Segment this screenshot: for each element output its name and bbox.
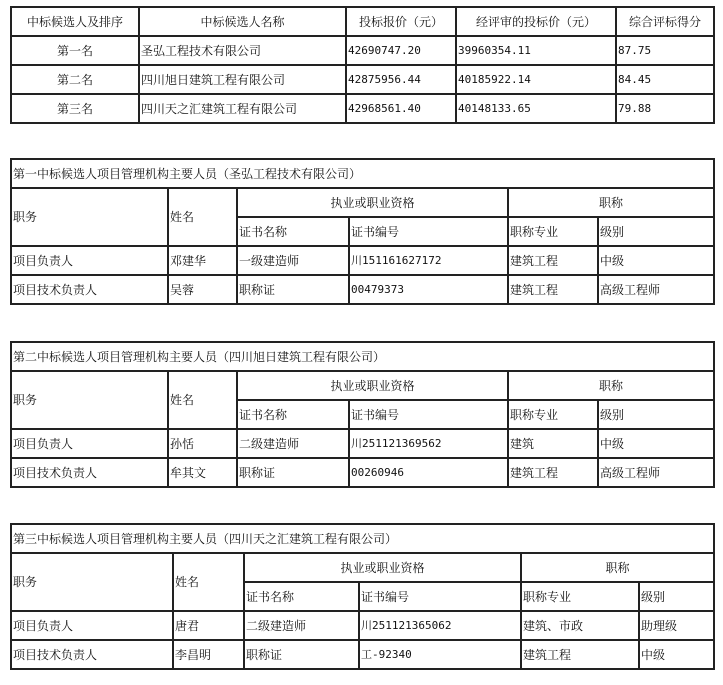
person-name-cell: 邓建华 [168, 246, 237, 275]
score-cell: 84.45 [616, 65, 714, 94]
header-cert-name: 证书名称 [237, 217, 349, 246]
person-name-cell: 吴蓉 [168, 275, 237, 304]
header-qualification: 执业或职业资格 [237, 371, 508, 400]
header-title: 职称 [508, 188, 714, 217]
candidate-2-personnel-table [10, 341, 715, 488]
table-row [11, 429, 714, 458]
header-position: 职务 [11, 553, 173, 611]
position-cell: 项目负责人 [11, 611, 173, 640]
position-cell: 项目技术负责人 [11, 458, 168, 487]
person-name-cell: 唐君 [173, 611, 244, 640]
header-position: 职务 [11, 188, 168, 246]
cert-name-cell: 职称证 [244, 640, 359, 669]
table-caption: 第三中标候选人项目管理机构主要人员（四川天之汇建筑工程有限公司） [11, 524, 714, 553]
score-cell: 87.75 [616, 36, 714, 65]
position-cell: 项目负责人 [11, 246, 168, 275]
position-cell: 项目技术负责人 [11, 640, 173, 669]
title-major-cell: 建筑工程 [508, 246, 598, 275]
header-title: 职称 [521, 553, 714, 582]
header-title-level: 级别 [598, 400, 714, 429]
header-title: 职称 [508, 371, 714, 400]
cert-name-cell: 二级建造师 [237, 429, 349, 458]
table-header-row [11, 553, 714, 582]
table-row [11, 640, 714, 669]
candidate-name-cell: 圣弘工程技术有限公司 [139, 36, 346, 65]
reviewed-bid-cell: 40185922.14 [456, 65, 616, 94]
header-title-major: 职称专业 [521, 582, 639, 611]
header-name: 姓名 [168, 371, 237, 429]
table-header-row [11, 188, 714, 217]
bid-cell: 42690747.20 [346, 36, 456, 65]
header-title-major: 职称专业 [508, 217, 598, 246]
person-name-cell: 李昌明 [173, 640, 244, 669]
header-position: 职务 [11, 371, 168, 429]
candidate-name-cell: 四川旭日建筑工程有限公司 [139, 65, 346, 94]
table-row [11, 36, 714, 65]
header-name: 姓名 [168, 188, 237, 246]
candidate-1-personnel-table [10, 158, 715, 305]
title-level-cell: 中级 [598, 429, 714, 458]
reviewed-bid-cell: 39960354.11 [456, 36, 616, 65]
header-score: 综合评标得分 [616, 7, 714, 36]
bid-cell: 42875956.44 [346, 65, 456, 94]
table-row [11, 65, 714, 94]
header-title-major: 职称专业 [508, 400, 598, 429]
cert-name-cell: 一级建造师 [237, 246, 349, 275]
title-level-cell: 中级 [639, 640, 714, 669]
header-title-level: 级别 [598, 217, 714, 246]
header-rank: 中标候选人及排序 [11, 7, 139, 36]
table-caption-row [11, 524, 714, 553]
title-major-cell: 建筑 [508, 429, 598, 458]
candidate-name-cell: 四川天之汇建筑工程有限公司 [139, 94, 346, 123]
header-name: 姓名 [173, 553, 244, 611]
cert-name-cell: 职称证 [237, 275, 349, 304]
header-cert-name: 证书名称 [244, 582, 359, 611]
rank-cell: 第一名 [11, 36, 139, 65]
header-reviewed-price: 经评审的投标价（元） [456, 7, 616, 36]
position-cell: 项目负责人 [11, 429, 168, 458]
rank-cell: 第二名 [11, 65, 139, 94]
reviewed-bid-cell: 40148133.65 [456, 94, 616, 123]
table-header-row [11, 7, 714, 36]
header-qualification: 执业或职业资格 [244, 553, 521, 582]
title-level-cell: 高级工程师 [598, 275, 714, 304]
header-candidate-name: 中标候选人名称 [139, 7, 346, 36]
table-caption-row [11, 342, 714, 371]
title-level-cell: 助理级 [639, 611, 714, 640]
cert-no-cell: 川251121365062 [359, 611, 521, 640]
header-qualification: 执业或职业资格 [237, 188, 508, 217]
table-caption-row [11, 159, 714, 188]
table-caption: 第一中标候选人项目管理机构主要人员（圣弘工程技术有限公司） [11, 159, 714, 188]
position-cell: 项目技术负责人 [11, 275, 168, 304]
title-major-cell: 建筑、市政 [521, 611, 639, 640]
person-name-cell: 牟其文 [168, 458, 237, 487]
person-name-cell: 孙恬 [168, 429, 237, 458]
cert-name-cell: 二级建造师 [244, 611, 359, 640]
cert-no-cell: 川251121369562 [349, 429, 508, 458]
title-major-cell: 建筑工程 [508, 275, 598, 304]
table-row [11, 275, 714, 304]
rank-cell: 第三名 [11, 94, 139, 123]
cert-no-cell: 00479373 [349, 275, 508, 304]
table-caption: 第二中标候选人项目管理机构主要人员（四川旭日建筑工程有限公司） [11, 342, 714, 371]
header-cert-no: 证书编号 [349, 400, 508, 429]
table-row [11, 246, 714, 275]
title-major-cell: 建筑工程 [508, 458, 598, 487]
title-major-cell: 建筑工程 [521, 640, 639, 669]
candidate-3-personnel-table [10, 523, 715, 670]
title-level-cell: 高级工程师 [598, 458, 714, 487]
bid-cell: 42968561.40 [346, 94, 456, 123]
header-cert-no: 证书编号 [349, 217, 508, 246]
header-cert-no: 证书编号 [359, 582, 521, 611]
cert-no-cell: 川151161627172 [349, 246, 508, 275]
header-bid-price: 投标报价（元） [346, 7, 456, 36]
candidate-ranking-table [10, 6, 715, 124]
table-row [11, 94, 714, 123]
table-row [11, 611, 714, 640]
table-header-row [11, 371, 714, 400]
title-level-cell: 中级 [598, 246, 714, 275]
cert-no-cell: 工-92340 [359, 640, 521, 669]
score-cell: 79.88 [616, 94, 714, 123]
header-cert-name: 证书名称 [237, 400, 349, 429]
cert-no-cell: 00260946 [349, 458, 508, 487]
header-title-level: 级别 [639, 582, 714, 611]
cert-name-cell: 职称证 [237, 458, 349, 487]
table-row [11, 458, 714, 487]
